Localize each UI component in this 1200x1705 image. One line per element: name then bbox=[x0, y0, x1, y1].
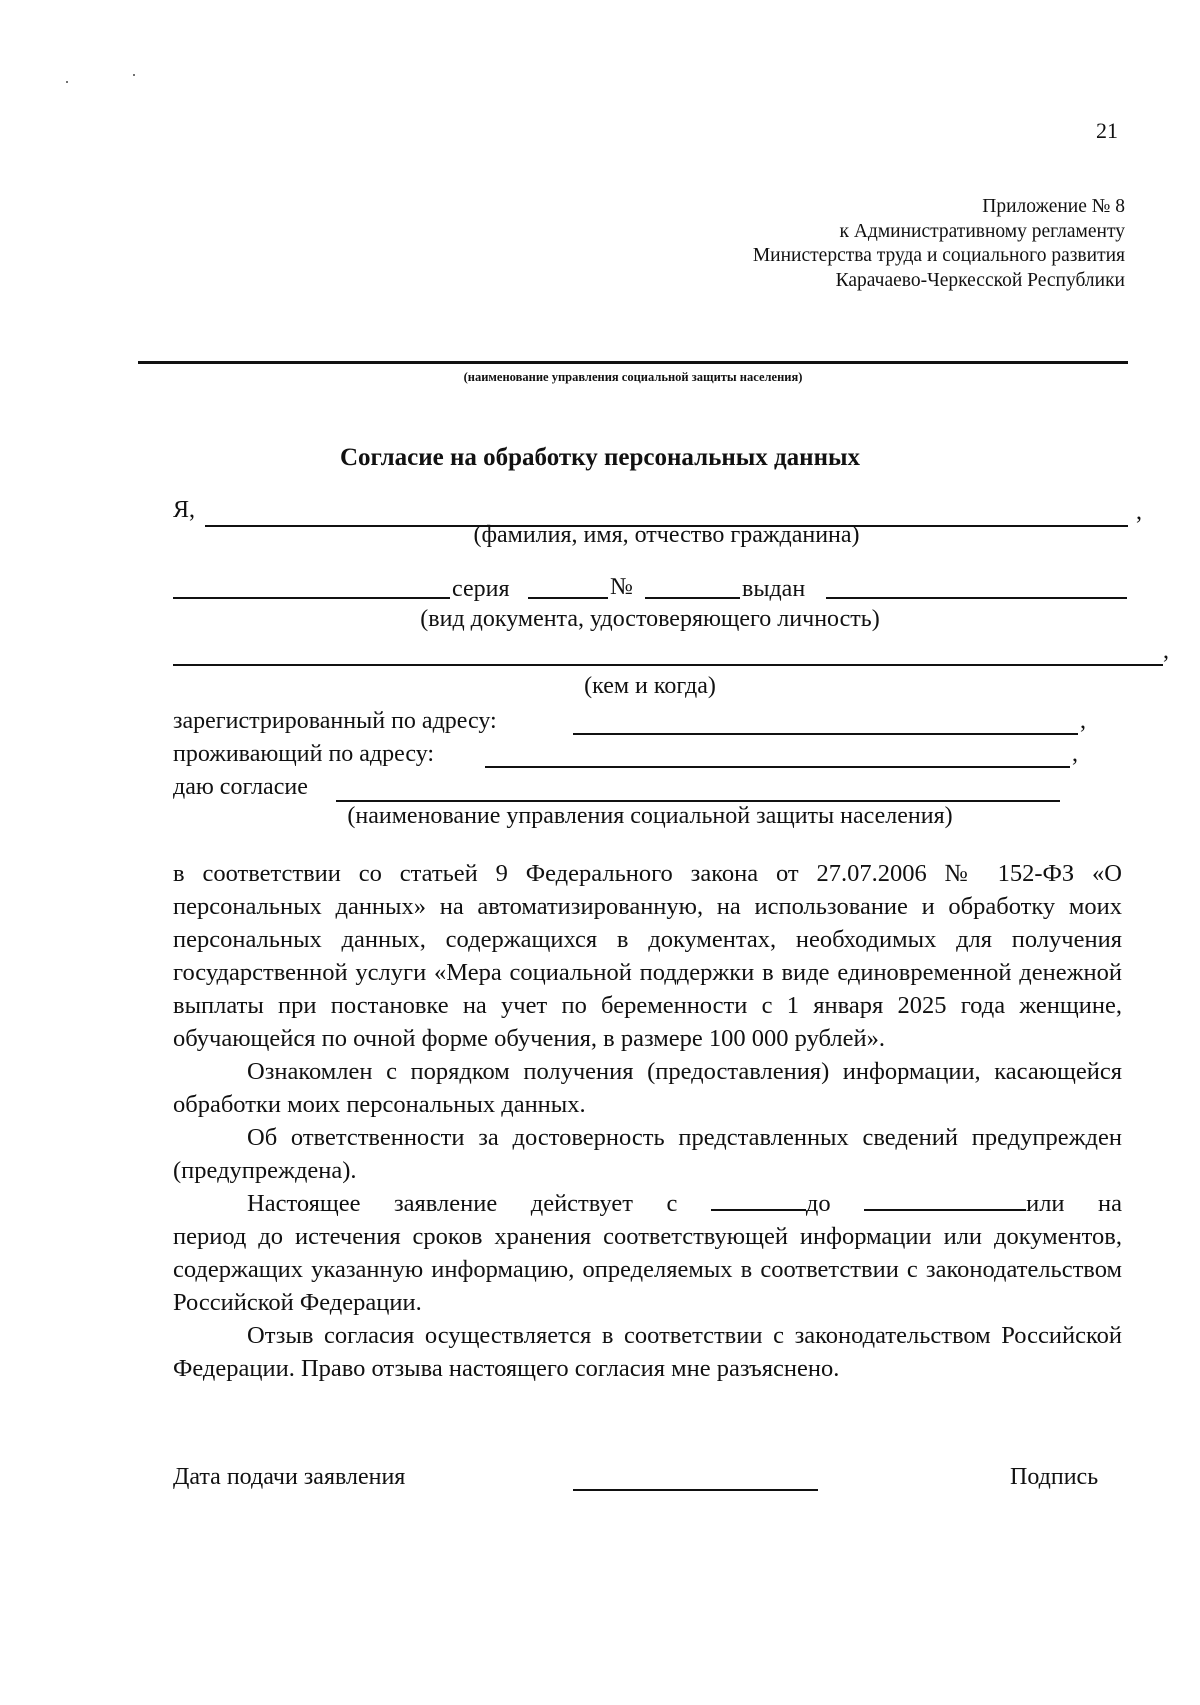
appendix-line: Министерства труда и социального развития bbox=[752, 245, 1125, 266]
page-number: 21 bbox=[1096, 118, 1118, 143]
number-field-line[interactable] bbox=[645, 597, 740, 599]
series-label: серия bbox=[452, 576, 510, 602]
registered-address-field-line[interactable] bbox=[573, 733, 1078, 735]
org-name-caption: (наименование управления социальной защиты населения) bbox=[463, 370, 803, 384]
consent-label: даю согласие bbox=[173, 774, 308, 800]
living-address-label: проживающий по адресу: bbox=[173, 741, 435, 767]
fio-caption: (фамилия, имя, отчество гражданина) bbox=[473, 522, 860, 548]
issued-label: выдан bbox=[742, 576, 806, 602]
comma: , bbox=[1080, 708, 1086, 734]
registered-address-label: зарегистрированный по адресу: bbox=[173, 708, 497, 734]
validity-or-text: или bbox=[1026, 1190, 1065, 1217]
paragraph: Отзыв согласия осуществляется в соответствии с законодательством Российской Федерации. Право отзыва настоящего согласия мне разъяснено. bbox=[173, 1322, 1122, 1382]
consent-body bbox=[173, 857, 1122, 1385]
scan-speck bbox=[133, 74, 135, 76]
document-caption: (вид документа, удостоверяющего личность) bbox=[420, 606, 880, 632]
living-address-field-line[interactable] bbox=[485, 766, 1070, 768]
scan-speck bbox=[66, 81, 68, 83]
comma: , bbox=[1072, 741, 1078, 767]
paragraph: Об ответственности за достоверность представленных сведений предупрежден (предупреждена). bbox=[173, 1124, 1122, 1184]
issued-field-line[interactable] bbox=[826, 597, 1127, 599]
consent-org-field-line[interactable] bbox=[336, 800, 1060, 802]
paragraph: в соответствии со статьей 9 Федерального закона от 27.07.2006 № 152-ФЗ «О персональных данных» на автоматизированную, на использование и обработку моих персональных данных, содержащихся в документах, необходимых для получения государственной услуги «Мера социальной поддержки в виде единовременной денежной выплаты при постановке на учет по беременности с 1 января 2025 года женщине, обучающейся по очной форме обучения, в размере 100 000 рублей». bbox=[173, 860, 1122, 1052]
number-label: № bbox=[610, 574, 633, 600]
signature-label: Подпись bbox=[1010, 1464, 1099, 1490]
validity-on-text: на bbox=[1098, 1190, 1123, 1217]
appendix-line: Приложение № 8 bbox=[982, 196, 1125, 217]
org-name-field-line[interactable] bbox=[138, 361, 1128, 364]
paragraph: период до истечения сроков хранения соответствующей информации или документов, содержащих указанную информацию, определяемых в соответствии с законодательством Российской Федерации. bbox=[173, 1223, 1122, 1316]
who-when-caption: (кем и когда) bbox=[584, 673, 716, 699]
appendix-line: Карачаево-Черкесской Республики bbox=[835, 269, 1125, 291]
appendix-header bbox=[753, 195, 1125, 293]
valid-from-field-line[interactable] bbox=[711, 1209, 806, 1211]
submission-date-label: Дата подачи заявления bbox=[173, 1464, 406, 1490]
valid-to-field-line[interactable] bbox=[864, 1209, 1026, 1211]
validity-line bbox=[173, 1187, 1122, 1220]
document-type-field-line[interactable] bbox=[173, 597, 450, 599]
issued-by-field-line[interactable] bbox=[173, 664, 1163, 666]
comma: , bbox=[1136, 499, 1142, 525]
validity-start-text: Настоящее заявление действует с bbox=[247, 1190, 678, 1217]
appendix-line: к Административному регламенту bbox=[839, 220, 1125, 242]
i-label: Я, bbox=[173, 497, 196, 523]
validity-to-text: до bbox=[805, 1190, 831, 1217]
comma: , bbox=[1163, 638, 1169, 664]
series-field-line[interactable] bbox=[528, 597, 608, 599]
consent-org-caption: (наименование управления социальной защиты населения) bbox=[347, 803, 953, 829]
paragraph: Ознакомлен с порядком получения (предоставления) информации, касающейся обработки моих персональных данных. bbox=[173, 1058, 1122, 1118]
document-title: Согласие на обработку персональных данных bbox=[339, 444, 860, 471]
signature-field-line[interactable] bbox=[573, 1489, 818, 1491]
